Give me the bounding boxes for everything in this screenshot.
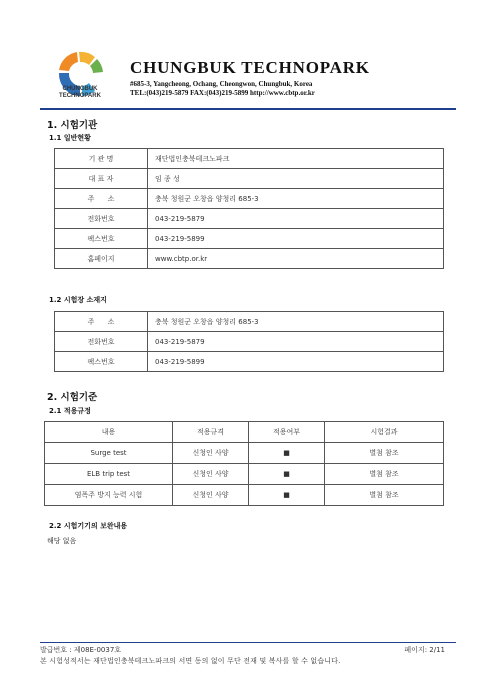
row-label: 주 소 (55, 312, 148, 332)
cell-result: 별첨 참조 (325, 443, 444, 464)
section2-title: 2. 시험기준 (47, 392, 98, 403)
section1-1-title: 1.1 일반현황 (49, 134, 91, 142)
logo-caption-line1: CHUNGBUK (62, 86, 98, 92)
page-number: 페이지: 2/11 (404, 646, 445, 654)
row-value: 충북 청원군 오창읍 양청리 685-3 (148, 312, 444, 332)
row-label: 팩스번호 (55, 229, 148, 249)
contact-line: TEL:(043)219-5879 FAX:(043)219-5899 http://www.cbtp.or.kr (130, 89, 315, 97)
section1-2-title: 1.2 시험장 소재지 (49, 296, 107, 304)
row-value: 재단법인충북테크노파크 (148, 149, 444, 169)
cell-standard: 신청인 사양 (173, 443, 249, 464)
row-label: 전화번호 (55, 332, 148, 352)
row-value: 043-219-5899 (148, 229, 444, 249)
logo-caption (40, 86, 120, 100)
company-address (130, 80, 315, 98)
table-row (55, 332, 444, 352)
row-value: www.cbtp.or.kr (148, 249, 444, 269)
table-row (45, 464, 444, 485)
row-label: 전화번호 (55, 209, 148, 229)
header-cell: 시험결과 (325, 422, 444, 443)
issue-number: 발급번호 : 제08E-0037호 (40, 646, 122, 654)
applied-standards-table (44, 421, 444, 506)
cell-standard: 신청인 사양 (173, 485, 249, 506)
footer-divider (40, 642, 456, 643)
copyright-notice: 본 시험성적서는 재단법인충북테크노파크의 서면 동의 없이 무단 전재 및 복사를 할 수 없습니다. (40, 657, 341, 665)
table-row (45, 485, 444, 506)
row-label: 기 관 명 (55, 149, 148, 169)
section2-2-title: 2.2 시험기기의 보완내용 (49, 522, 128, 530)
table-row (55, 229, 444, 249)
row-value: 043-219-5879 (148, 209, 444, 229)
section2-1-title: 2.1 적용규정 (49, 407, 91, 415)
cell-result: 별첨 참조 (325, 464, 444, 485)
cell-content: 염폭주 방지 능력 시험 (45, 485, 173, 506)
address-line: #685-3, Yangcheong, Ochang, Cheongwon, Chungbuk, Korea (130, 80, 313, 88)
cell-content: Surge test (45, 443, 173, 464)
table-row (55, 169, 444, 189)
cell-result: 별첨 참조 (325, 485, 444, 506)
header-divider (40, 108, 456, 110)
table-row (45, 443, 444, 464)
table-row (55, 209, 444, 229)
row-value: 043-219-5879 (148, 332, 444, 352)
row-label: 팩스번호 (55, 352, 148, 372)
header-cell: 적용규격 (173, 422, 249, 443)
row-label: 주 소 (55, 189, 148, 209)
company-name: CHUNGBUK TECHNOPARK (130, 58, 370, 77)
row-value: 임 종 성 (148, 169, 444, 189)
table-row (55, 352, 444, 372)
header-cell: 적용여부 (249, 422, 325, 443)
cell-applied: ■ (249, 485, 325, 506)
row-label: 홈페이지 (55, 249, 148, 269)
cell-applied: ■ (249, 443, 325, 464)
table-row (55, 189, 444, 209)
row-value: 충북 청원군 오창읍 양청리 685-3 (148, 189, 444, 209)
supplement-content: 해당 없음 (47, 537, 77, 545)
row-label: 대 표 자 (55, 169, 148, 189)
table-header-row (45, 422, 444, 443)
header-cell: 내용 (45, 422, 173, 443)
table-row (55, 312, 444, 332)
logo-caption-line2: TECHNOPARK (59, 93, 101, 99)
section1-title: 1. 시험기관 (47, 120, 98, 131)
cell-content: ELB trip test (45, 464, 173, 485)
table-row (55, 149, 444, 169)
row-value: 043-219-5899 (148, 352, 444, 372)
test-site-table (54, 311, 444, 372)
cell-applied: ■ (249, 464, 325, 485)
table-row (55, 249, 444, 269)
general-info-table (54, 148, 444, 269)
cell-standard: 신청인 사양 (173, 464, 249, 485)
